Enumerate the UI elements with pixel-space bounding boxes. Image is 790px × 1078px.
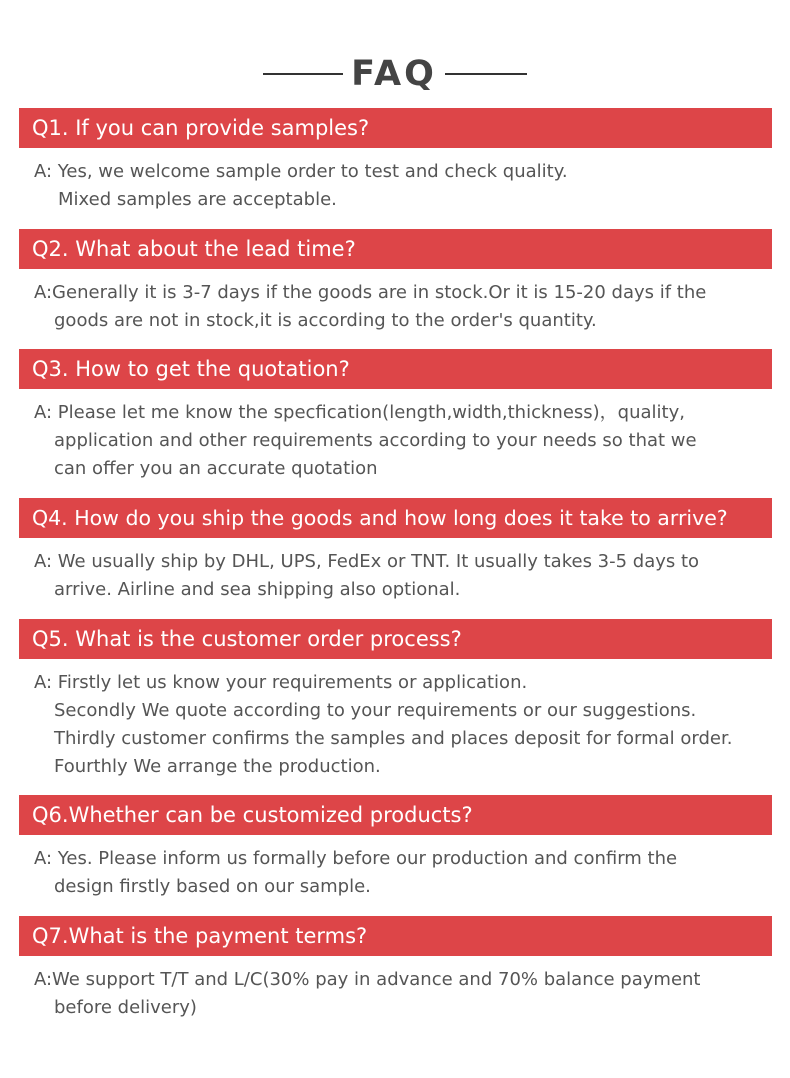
page-title: FAQ xyxy=(351,54,437,94)
answer-line: A: We usually ship by DHL, UPS, FedEx or TNT. It usually takes 3-5 days to xyxy=(34,551,700,572)
title-rule-right xyxy=(445,73,527,75)
answer-line: A: Firstly let us know your requirements or application. xyxy=(34,672,528,693)
answer-line: A:We support T/T and L/C(30% pay in advance and 70% balance payment xyxy=(34,969,701,990)
answer-line: Thirdly customer confirms the samples and places deposit for formal order. xyxy=(54,728,733,749)
answer-line: design firstly based on our sample. xyxy=(54,876,371,897)
faq-answer-6 xyxy=(34,845,779,901)
faq-question-4: Q4. How do you ship the goods and how long does it take to arrive? xyxy=(19,498,772,538)
answer-line: goods are not in stock,it is according to the order's quantity. xyxy=(54,310,597,331)
answer-line: Secondly We quote according to your requirements or our suggestions. xyxy=(54,700,697,721)
answer-line: A: Please let me know the specfication(length,width,thickness)，quality, xyxy=(34,402,685,423)
faq-answer-1 xyxy=(34,158,779,214)
faq-question-5: Q5. What is the customer order process? xyxy=(19,619,772,659)
faq-question-6: Q6.Whether can be customized products? xyxy=(19,795,772,835)
answer-line: application and other requirements according to your needs so that we xyxy=(54,430,697,451)
faq-header xyxy=(0,48,790,100)
faq-question-1: Q1. If you can provide samples? xyxy=(19,108,772,148)
answer-line: A:Generally it is 3-7 days if the goods are in stock.Or it is 15-20 days if the xyxy=(34,282,707,303)
faq-answer-5 xyxy=(34,669,779,781)
faq-question-2: Q2. What about the lead time? xyxy=(19,229,772,269)
answer-line: A: Yes, we welcome sample order to test and check quality. xyxy=(34,161,568,182)
answer-line: can offer you an accurate quotation xyxy=(54,458,378,479)
faq-question-7: Q7.What is the payment terms? xyxy=(19,916,772,956)
answer-line: Mixed samples are acceptable. xyxy=(58,189,337,210)
faq-question-3: Q3. How to get the quotation? xyxy=(19,349,772,389)
faq-answer-2 xyxy=(34,279,779,335)
title-rule-left xyxy=(263,73,343,75)
answer-line: A: Yes. Please inform us formally before our production and confirm the xyxy=(34,848,678,869)
faq-answer-7 xyxy=(34,966,779,1022)
answer-line: before delivery) xyxy=(54,997,197,1018)
faq-answer-4 xyxy=(34,548,779,604)
answer-line: Fourthly We arrange the production. xyxy=(54,756,381,777)
answer-line: arrive. Airline and sea shipping also optional. xyxy=(54,579,461,600)
faq-answer-3 xyxy=(34,399,779,483)
